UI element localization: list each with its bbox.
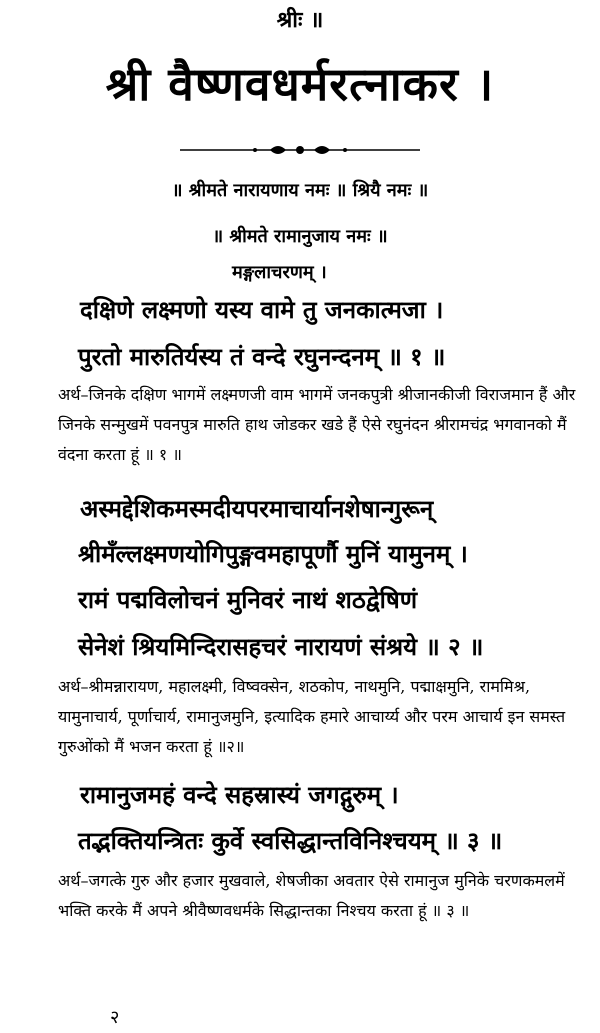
page-title: श्री वैष्णवधर्मरत्नाकर । — [105, 57, 495, 111]
verse-3-line-1: रामानुजमहं वन्दे सहस्रास्यं जगद्गुरुम् । — [80, 780, 399, 809]
verse-1-line-1: दक्षिणे लक्ष्मणो यस्य वामे तु जनकात्मजा । — [80, 295, 444, 324]
top-invocation-mark: श्रीः ॥ — [276, 7, 324, 33]
verse-2-line-4: सेनेशं श्रियमिन्दिरासहचरं नारायणं संश्रये ॥ २ ॥ — [78, 632, 484, 661]
verse-3-line-2: तद्भक्तियन्त्रितः कुर्वे स्वसिद्धान्तविनिश्चयम् ॥ ३ ॥ — [78, 826, 503, 855]
verse-2-line-1: अस्मद्देशिकमस्मदीयपरमाचार्यानशेषान्गुरून् — [80, 494, 434, 523]
ornament-divider — [0, 140, 600, 160]
verse-1-line-2: पुरतो मारुतिर्यस्य तं वन्दे रघुनन्दनम् ॥ १ ॥ — [78, 342, 446, 371]
verse-2-line-3: रामं पद्मविलोचनं मुनिवरं नाथं शठद्वेषिणं — [78, 585, 418, 614]
page-number: २ — [110, 1007, 120, 1028]
verse-2-meaning: अर्थ–श्रीमन्नारायण, महालक्ष्मी, विष्वक्सेन, शठकोप, नाथमुनि, पद्माक्षमुनि, राममिश्र, यामुनाचार्य, पूर्णाचार्य, रामानुजमुनि, इत्यादिक हमारे आचार्य्य और परम आचार्य इन समस्त गुरुओंको मैं भजन करता हूं ॥२॥ — [58, 677, 566, 756]
verse-3-meaning: अर्थ–जगत्के गुरु और हजार मुखवाले, शेषजीका अवतार ऐसे रामानुज मुनिके चरणकमलमें भक्ति करके मैं अपने श्रीवैष्णवधर्मके सिद्धान्तका निश्चय करता हूं ॥ ३ ॥ — [58, 871, 565, 920]
verse-2-line-2: श्रीमँल्लक्ष्मणयोगिपुङ्गवमहापूर्णौ मुनिं यामुनम् । — [78, 539, 468, 568]
verse-1-meaning: अर्थ–जिनके दक्षिण भागमें लक्ष्मणजी वाम भागमें जनकपुत्री श्रीजानकीजी विराजमान हैं और जिनके सन्मुखमें पवनपुत्र मारुति हाथ जोडकर खडे हैं ऐसे रघुनंदन श्रीरामचंद्र भगवानको मैं वंदना करता हूं ॥ १ ॥ — [58, 385, 576, 464]
invocation-line-1: ॥ श्रीमते नारायणाय नमः ॥ श्रियै नमः ॥ — [171, 180, 429, 201]
invocation-line-2: ॥ श्रीमते रामानुजाय नमः ॥ — [212, 226, 388, 247]
section-heading: मङ्गलाचरणम् । — [232, 262, 327, 283]
